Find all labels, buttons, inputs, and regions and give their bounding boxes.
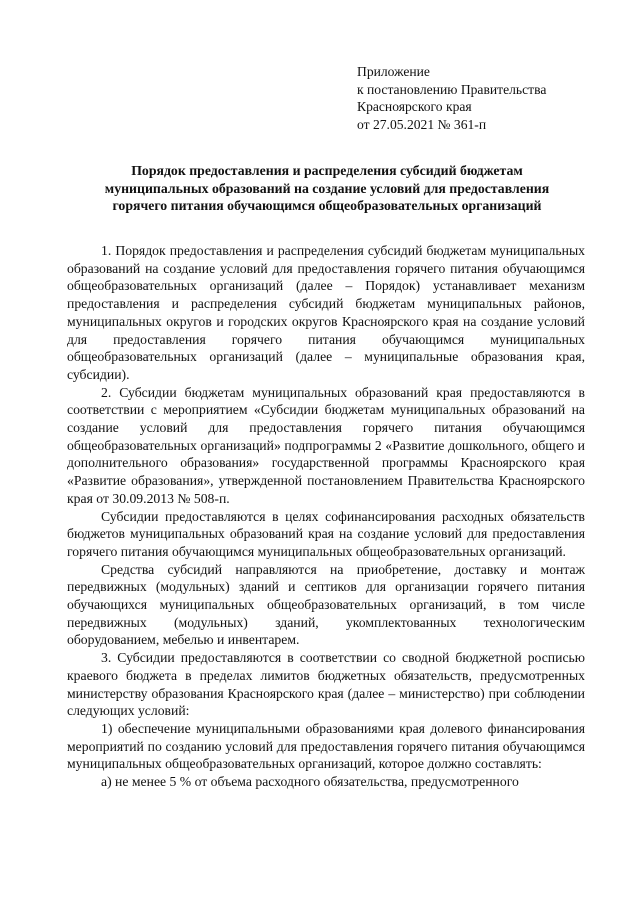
- document-body: [67, 242, 585, 791]
- paragraph-condition-1: 1) обеспечение муниципальными образованиями края долевого финансирования мероприятий по созданию условий для предоставления горячего питания обучающимся муниципальных общеобразовательных организаций, которое должно составлять:: [67, 720, 585, 772]
- paragraph-condition-1a: а) не менее 5 % от объема расходного обязательства, предусмотренного: [101, 774, 519, 790]
- paragraph-2: 2. Субсидии бюджетам муниципальных образований края предоставляются в соответствии с мероприятием «Субсидии бюджетам муниципальных образований на создание условий для предоставления горячего питания обучающимся общеобразовательных организаций» подпрограммы 2 «Развитие дошкольного, общего и дополнительного образования» государственной программы Красноярского края «Развитие образования», утвержденной постановлением Правительства Красноярского края от 30.09.2013 № 508-п.: [67, 384, 585, 506]
- paragraph-subsidy-funds: Средства субсидий направляются на приобретение, доставку и монтаж передвижных (модульных) зданий и септиков для организации горячего питания обучающихся муниципальных общеобразовательных организаций, в том числе передвижных (модульных) зданий, укомплектованных технологическим оборудованием, мебелью и инвентарем.: [67, 561, 585, 648]
- paragraph-1: 1. Порядок предоставления и распределения субсидий бюджетам муниципальных образований на создание условий для предоставления горячего питания обучающимся общеобразовательных организаций (далее – Порядок) устанавливает механизм предоставления и распределения субсидий бюджетам муниципальных районов, муниципальных округов и городских округов Красноярского края на создание условий для предоставления горячего питания обучающимся муниципальных общеобразовательных организаций (далее – муниципальные образования края, субсидии).: [67, 243, 585, 382]
- appendix-header: [357, 63, 546, 133]
- paragraph-subsidy-purpose: Субсидии предоставляются в целях софинансирования расходных обязательств бюджетов муниципальных образований края на создание условий для предоставления горячего питания обучающимся муниципальных общеобразовательных организаций.: [67, 508, 585, 559]
- title-line: горячего питания обучающимся общеобразовательных организаций: [112, 198, 542, 214]
- title-line: Порядок предоставления и распределения субсидий бюджетам: [131, 163, 523, 178]
- appendix-date-number: от 27.05.2021 № 361-п: [357, 116, 487, 132]
- appendix-region: Красноярского края: [357, 99, 472, 114]
- appendix-label: Приложение: [357, 64, 430, 79]
- document-title: [60, 162, 594, 215]
- paragraph-3: 3. Субсидии предоставляются в соответствии со сводной бюджетной росписью краевого бюджета в пределах лимитов бюджетных обязательств, предусмотренных министерству образования Красноярского края (далее – министерство) при соблюдении следующих условий:: [67, 650, 585, 719]
- appendix-decree-ref: к постановлению Правительства: [357, 81, 547, 97]
- title-line: муниципальных образований на создание условий для предоставления: [104, 180, 550, 196]
